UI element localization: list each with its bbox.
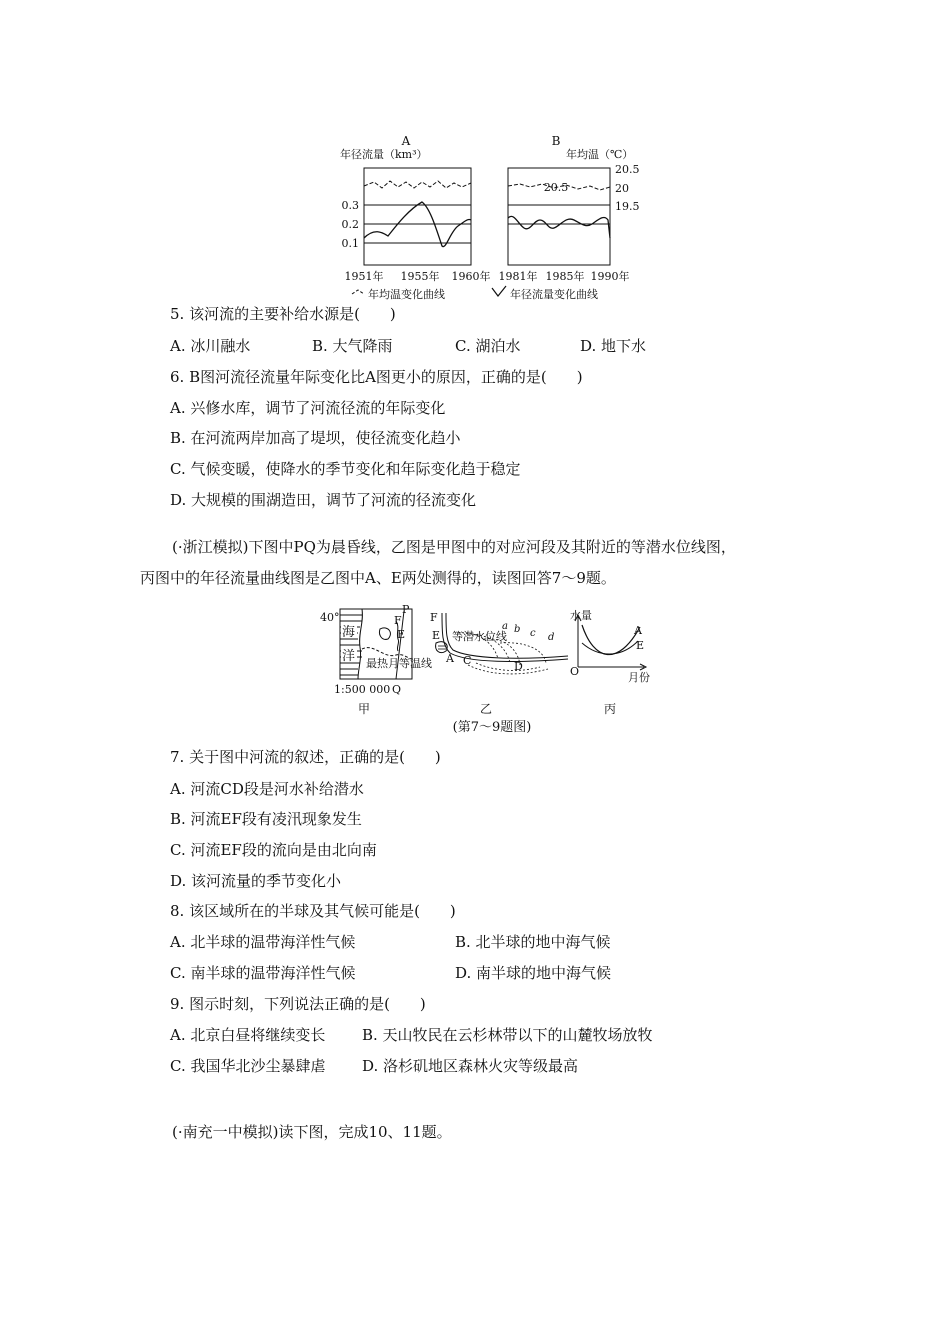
yi-label-c: C [463,654,472,667]
figure2-caption: (第7～9题图) [452,720,532,735]
q7-option-a[interactable]: A. 河流CD段是河水补给潜水 [170,780,364,798]
q9-option-b[interactable]: B. 天山牧民在云杉林带以下的山麓牧场放牧 [362,1026,653,1044]
panel-b-flow-curve [508,216,610,238]
panel-b-ytick: 19.5 [615,200,640,213]
q6-option-c[interactable]: C. 气候变暖，使降水的季节变化和年际变化趋于稳定 [170,460,521,478]
panel-a-xtick: 1951年 [344,270,384,283]
yi-contour-d [500,643,546,663]
q5-option-d[interactable]: D. 地下水 [580,337,647,355]
jia-lat-label: 40° [320,611,340,624]
yi-line-a: a [502,621,508,632]
question-6-stem: 6. B图河流径流量年际变化比A图更小的原因，正确的是( ) [170,368,583,386]
question-5-stem: 5. 该河流的主要补给水源是( ) [170,305,396,323]
jia-label-f: F [394,614,402,627]
yi-line-b: b [514,624,521,635]
q9-option-d[interactable]: D. 洛杉矶地区森林火灾等级最高 [362,1057,579,1075]
panel-a-label: A [401,134,411,148]
bing-caption: 丙 [603,702,617,716]
yi-label-e: E [432,629,441,642]
bing-ylabel: 水量 [570,609,592,622]
question-7-stem: 7. 关于图中河流的叙述，正确的是( ) [170,748,441,766]
q7-option-c[interactable]: C. 河流EF段的流向是由北向南 [170,841,377,859]
legend-flow-icon [492,286,506,296]
intro-7-9-line2: 丙图中的年径流量曲线图是乙图中A、E两处测得的，读图回答7～9题。 [140,569,616,587]
panel-a-ytick: 0.1 [341,237,359,250]
panel-b-ytick: 20.5 [615,163,640,176]
bing-origin: O [570,665,580,678]
q8-option-a[interactable]: A. 北半球的温带海洋性气候 [170,933,356,951]
yi-label-d: D [514,660,523,673]
jia-label-q: Q [392,683,402,696]
yi-line-c: c [530,628,536,639]
figure-runoff-temperature [330,128,640,303]
panel-a-ytick: 0.2 [341,218,359,231]
yi-contour-lower-2 [476,663,540,670]
intro-10-11: (·南充一中模拟)读下图，完成10、11题。 [172,1123,452,1141]
jia-caption: 甲 [357,702,371,716]
panel-b-xtick: 1981年 [498,270,538,283]
q6-option-d[interactable]: D. 大规模的围湖造田，调节了河流的径流变化 [170,491,477,509]
panel-b-ylabel: 年均温（℃） [566,148,634,161]
yi-lake-hatch [438,646,446,649]
q7-option-b[interactable]: B. 河流EF段有凌汛现象发生 [170,810,362,828]
q9-option-a[interactable]: A. 北京白昼将继续变长 [170,1026,326,1044]
legend-temp-label: 年均温变化曲线 [368,288,445,301]
q6-option-a[interactable]: A. 兴修水库，调节了河流径流的年际变化 [170,399,446,417]
jia-coastline [358,609,362,679]
q5-option-c[interactable]: C. 湖泊水 [455,337,521,355]
q7-option-d[interactable]: D. 该河流量的季节变化小 [170,872,342,890]
panel-b-xtick: 1985年 [545,270,585,283]
jia-label-e: E [397,628,406,641]
yi-contour-label: 等潜水位线 [452,630,507,643]
jia-sea-char: 海 [342,625,356,640]
q8-option-b[interactable]: B. 北半球的地中海气候 [455,933,611,951]
panel-a-frame [364,168,471,265]
question-9-stem: 9. 图示时刻，下列说法正确的是( ) [170,995,426,1013]
yi-caption: 乙 [479,702,493,716]
bing-label-a: A [634,624,642,637]
jia-lake [379,628,390,639]
panel-a-xtick: 1960年 [451,270,491,283]
q6-option-b[interactable]: B. 在河流两岸加高了堤坝，使径流变化趋小 [170,429,461,447]
yi-contour-lower-1 [468,665,548,674]
panel-a-temp-curve [364,181,471,188]
jia-sea-char: 洋 [342,649,356,664]
panel-b-inner-label: 20.5 [543,181,569,194]
jia-label-p: P [402,603,410,616]
yi-label-f: F [430,611,438,624]
q8-option-c[interactable]: C. 南半球的温带海洋性气候 [170,964,356,982]
q5-option-b[interactable]: B. 大气降雨 [312,337,393,355]
panel-a-xtick: 1955年 [400,270,440,283]
q8-option-d[interactable]: D. 南半球的地中海气候 [455,964,612,982]
panel-b-ytick: 20 [615,182,629,195]
intro-7-9-line1: (·浙江模拟)下图中PQ为晨昏线，乙图是甲图中的对应河段及其附近的等潜水位线图， [172,538,736,556]
bing-curve-a [582,625,640,655]
jia-scale: 1:500 000 [334,683,391,696]
jia-isotherm-label: 最热月等温线 [366,657,432,670]
legend-flow-label: 年径流量变化曲线 [510,288,598,301]
panel-b-xtick: 1990年 [590,270,630,283]
yi-line-d: d [548,632,555,643]
panel-a-ytick: 0.3 [341,199,359,212]
panel-b-label: B [551,134,561,148]
panel-a-ylabel: 年径流量（km³） [340,148,428,161]
bing-xlabel: 月份 [628,671,650,684]
q9-option-c[interactable]: C. 我国华北沙尘暴肆虐 [170,1057,326,1075]
yi-label-a: A [446,652,454,665]
legend-temp-icon [352,290,364,294]
q5-option-a[interactable]: A. 冰川融水 [170,337,251,355]
bing-label-e: E [636,639,645,652]
question-8-stem: 8. 该区域所在的半球及其气候可能是( ) [170,902,456,920]
figure-jia-yi-bing [318,603,663,738]
